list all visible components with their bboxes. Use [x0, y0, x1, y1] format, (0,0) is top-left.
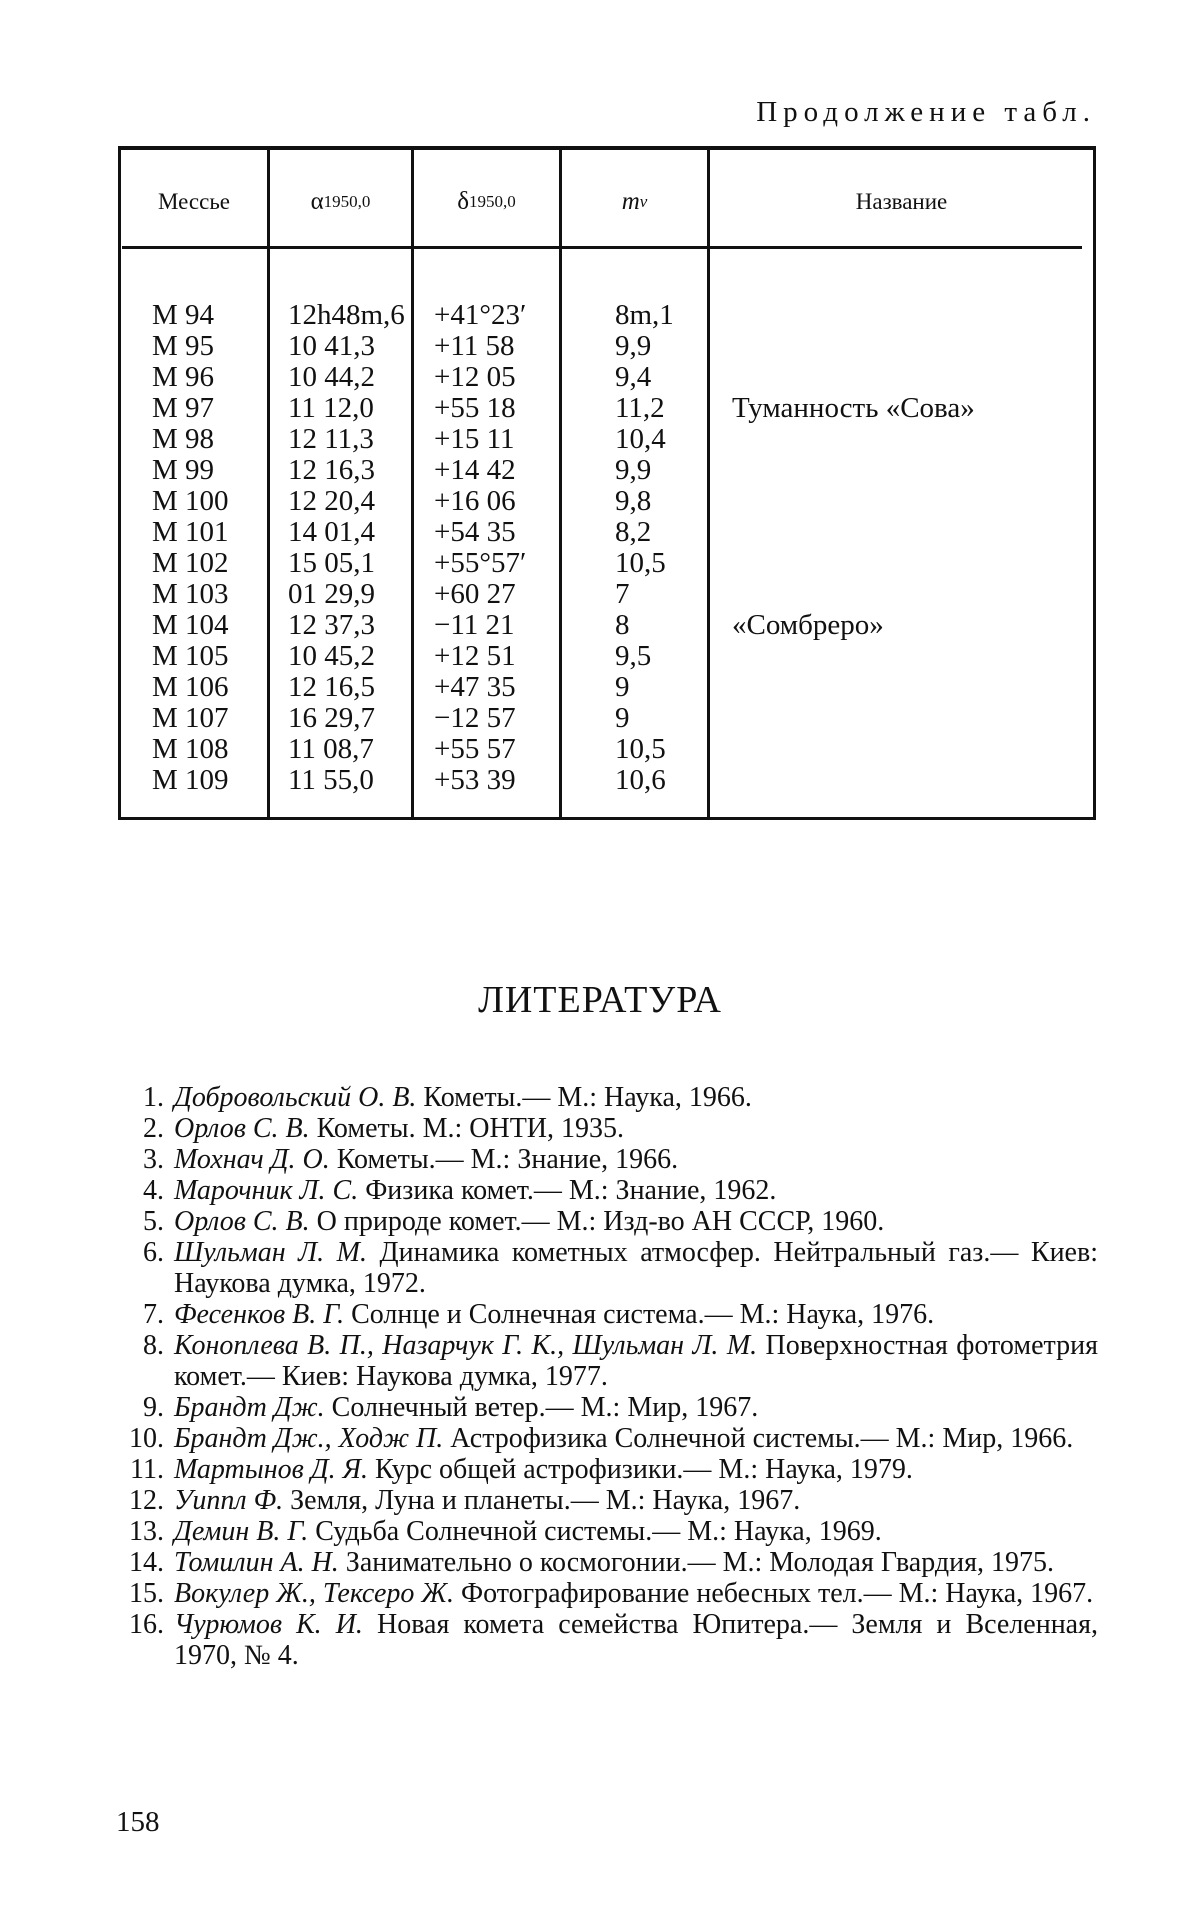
- reference-author: Брандт Дж., Ходж П.: [174, 1423, 444, 1454]
- cell-right-ascension: 12 16,5: [288, 671, 375, 703]
- cell-declination: +55 18: [434, 392, 516, 424]
- cell-magnitude: 10,5: [615, 547, 666, 579]
- cell-messier: М 102: [152, 547, 229, 579]
- reference-author: Мартынов Д. Я.: [174, 1454, 369, 1485]
- cell-right-ascension: 01 29,9: [288, 578, 375, 610]
- reference-item: [118, 1175, 1098, 1206]
- reference-number: 9.: [143, 1392, 164, 1423]
- cell-magnitude: 8: [615, 609, 630, 641]
- reference-author: Мохнач Д. О.: [174, 1144, 330, 1175]
- reference-text: Курс общей астрофизики.— М.: Наука, 1979.: [368, 1454, 913, 1485]
- reference-text: Новая комета семейства Юпитера.— Земля и Вселенная, 1970, № 4.: [174, 1609, 1098, 1671]
- reference-text: О природе комет.— М.: Изд-во АН СССР, 1960.: [309, 1206, 885, 1237]
- cell-right-ascension: 12 20,4: [288, 485, 375, 517]
- cell-magnitude: 8m,1: [615, 299, 674, 331]
- cell-declination: +60 27: [434, 578, 516, 610]
- cell-right-ascension: 10 44,2: [288, 361, 375, 393]
- reference-item: [118, 1454, 1098, 1485]
- reference-number: 4.: [143, 1175, 164, 1206]
- reference-author: Марочник Л. С.: [174, 1175, 359, 1206]
- reference-number: 1.: [143, 1082, 164, 1113]
- reference-item: [118, 1299, 1098, 1330]
- header-magnitude: m v: [621, 188, 648, 215]
- table-col-divider-1: [267, 146, 270, 820]
- table-col-divider-4: [707, 146, 710, 820]
- cell-magnitude: 9,9: [615, 330, 652, 362]
- cell-name: [732, 672, 975, 703]
- reference-item: [118, 1082, 1098, 1113]
- reference-author: Орлов С. В.: [174, 1113, 310, 1144]
- cell-declination: −12 57: [434, 702, 516, 734]
- cell-declination: +55°57′: [434, 547, 527, 579]
- reference-number: 5.: [143, 1206, 164, 1237]
- reference-number: 13.: [129, 1516, 164, 1547]
- cell-messier: М 101: [152, 516, 229, 548]
- cell-declination: +11 58: [434, 330, 515, 362]
- cell-messier: М 109: [152, 764, 229, 796]
- reference-number: 7.: [143, 1299, 164, 1330]
- cell-name: «Сомбреро»: [732, 609, 884, 641]
- cell-name: [732, 331, 975, 362]
- reference-text: Фотографирование небесных тел.— М.: Наука, 1967.: [454, 1578, 1094, 1609]
- reference-number: 14.: [129, 1547, 164, 1578]
- reference-text: Динамика кометных атмосфер. Нейтральный газ.— Киев: Наукова думка, 1972.: [174, 1237, 1098, 1299]
- reference-item: [118, 1609, 1098, 1671]
- reference-text: Судьба Солнечной системы.— М.: Наука, 1969.: [308, 1516, 882, 1547]
- cell-declination: +47 35: [434, 671, 516, 703]
- cell-messier: М 99: [152, 454, 215, 486]
- cell-right-ascension: 10 45,2: [288, 640, 375, 672]
- reference-number: 3.: [143, 1144, 164, 1175]
- reference-item: [118, 1516, 1098, 1547]
- column-declination: [434, 300, 526, 796]
- reference-item: [118, 1144, 1098, 1175]
- reference-text: Солнечный ветер.— М.: Мир, 1967.: [324, 1392, 759, 1423]
- cell-name: [732, 734, 975, 765]
- cell-messier: М 108: [152, 733, 229, 765]
- reference-text: Солнце и Солнечная система.— М.: Наука, 1976.: [344, 1299, 935, 1330]
- cell-right-ascension: 14 01,4: [288, 516, 375, 548]
- reference-text: Земля, Луна и планеты.— М.: Наука, 1967.: [283, 1485, 801, 1516]
- reference-text: Физика комет.— М.: Знание, 1962.: [358, 1175, 777, 1206]
- cell-right-ascension: 11 08,7: [288, 733, 374, 765]
- reference-text: Кометы.— М.: Наука, 1966.: [416, 1082, 752, 1113]
- cell-right-ascension: 11 55,0: [288, 764, 374, 796]
- cell-magnitude: 7: [615, 578, 630, 610]
- cell-name: [732, 486, 975, 517]
- cell-magnitude: 9,4: [615, 361, 652, 393]
- cell-declination: +53 39: [434, 764, 516, 796]
- reference-number: 12.: [129, 1485, 164, 1516]
- cell-right-ascension: 12h48m,6: [288, 299, 405, 331]
- cell-messier: М 103: [152, 578, 229, 610]
- cell-name: [732, 548, 975, 579]
- cell-declination: +15 11: [434, 423, 515, 455]
- cell-messier: М 104: [152, 609, 229, 641]
- header-name: Название: [855, 189, 948, 214]
- cell-messier: М 94: [152, 299, 215, 331]
- cell-name: [732, 517, 975, 548]
- cell-right-ascension: 12 11,3: [288, 423, 374, 455]
- cell-name: [732, 300, 975, 331]
- column-right-ascension: [288, 300, 405, 796]
- reference-item: [118, 1485, 1098, 1516]
- reference-author: Шульман Л. М.: [174, 1237, 367, 1268]
- cell-magnitude: 9,9: [615, 454, 652, 486]
- table-left-border: [118, 146, 121, 820]
- cell-magnitude: 11,2: [615, 392, 665, 424]
- cell-magnitude: 9: [615, 671, 630, 703]
- table-bottom-rule: [118, 817, 1096, 820]
- cell-magnitude: 10,5: [615, 733, 666, 765]
- reference-text: Поверхностная фотометрия комет.— Киев: Наукова думка, 1977.: [174, 1330, 1098, 1392]
- cell-declination: +16 06: [434, 485, 516, 517]
- cell-messier: М 96: [152, 361, 215, 393]
- page-number: 158: [116, 1806, 160, 1838]
- cell-messier: М 106: [152, 671, 229, 703]
- cell-declination: +12 05: [434, 361, 516, 393]
- reference-author: Брандт Дж.: [174, 1392, 325, 1423]
- reference-number: 6.: [143, 1237, 164, 1268]
- reference-author: Орлов С. В.: [174, 1206, 310, 1237]
- table-right-border: [1093, 146, 1096, 820]
- column-messier: [152, 300, 229, 796]
- cell-right-ascension: 16 29,7: [288, 702, 375, 734]
- reference-number: 10.: [129, 1423, 164, 1454]
- cell-name: [732, 641, 975, 672]
- cell-messier: М 98: [152, 423, 215, 455]
- reference-item: [118, 1423, 1098, 1454]
- cell-messier: М 100: [152, 485, 229, 517]
- reference-author: Томилин А. Н.: [174, 1547, 339, 1578]
- cell-declination: −11 21: [434, 609, 515, 641]
- reference-item: [118, 1330, 1098, 1392]
- cell-name: [732, 424, 975, 455]
- cell-declination: +54 35: [434, 516, 516, 548]
- cell-right-ascension: 11 12,0: [288, 392, 374, 424]
- cell-magnitude: 9: [615, 702, 630, 734]
- table-top-rule: [118, 146, 1096, 150]
- reference-author: Коноплева В. П., Назарчук Г. К., Шульман Л. М.: [174, 1330, 758, 1361]
- cell-right-ascension: 12 37,3: [288, 609, 375, 641]
- reference-list: [118, 1082, 1098, 1671]
- cell-magnitude: 8,2: [615, 516, 652, 548]
- reference-author: Фесенков В. Г.: [174, 1299, 345, 1330]
- reference-item: [118, 1578, 1098, 1609]
- cell-messier: М 107: [152, 702, 229, 734]
- reference-item: [118, 1392, 1098, 1423]
- cell-declination: +14 42: [434, 454, 516, 486]
- table-col-divider-3: [559, 146, 562, 820]
- cell-right-ascension: 15 05,1: [288, 547, 375, 579]
- reference-item: [118, 1206, 1098, 1237]
- cell-messier: М 95: [152, 330, 215, 362]
- header-right-ascension: α 1950,0: [310, 188, 371, 215]
- cell-magnitude: 10,4: [615, 423, 666, 455]
- reference-number: 2.: [143, 1113, 164, 1144]
- cell-messier: М 105: [152, 640, 229, 672]
- reference-number: 8.: [143, 1330, 164, 1361]
- reference-number: 11.: [130, 1454, 164, 1485]
- reference-item: [118, 1547, 1098, 1578]
- reference-item: [118, 1113, 1098, 1144]
- reference-text: Кометы.— М.: Знание, 1966.: [329, 1144, 679, 1175]
- reference-author: Уиппл Ф.: [174, 1485, 284, 1516]
- header-messier: Мессье: [157, 189, 231, 214]
- cell-name: [732, 579, 975, 610]
- messier-table: [118, 146, 1096, 820]
- cell-name: [732, 455, 975, 486]
- reference-number: 16.: [129, 1609, 164, 1640]
- header-declination: δ 1950,0: [457, 188, 516, 215]
- cell-magnitude: 10,6: [615, 764, 666, 796]
- reference-text: Астрофизика Солнечной системы.— М.: Мир, 1966.: [443, 1423, 1074, 1454]
- cell-right-ascension: 12 16,3: [288, 454, 375, 486]
- cell-declination: +41°23′: [434, 299, 527, 331]
- reference-author: Вокулер Ж., Тексеро Ж.: [174, 1578, 455, 1609]
- table-col-divider-2: [411, 146, 414, 820]
- reference-text: Занимательно о космогонии.— М.: Молодая Гвардия, 1975.: [338, 1547, 1054, 1578]
- column-name: [732, 300, 975, 796]
- cell-name: Туманность «Сова»: [732, 392, 975, 424]
- column-magnitude: [615, 300, 674, 796]
- cell-name: [732, 703, 975, 734]
- reference-author: Демин В. Г.: [174, 1516, 309, 1547]
- cell-right-ascension: 10 41,3: [288, 330, 375, 362]
- table-continuation-label: Продолжение табл.: [756, 96, 1096, 128]
- reference-item: [118, 1237, 1098, 1299]
- cell-name: [732, 765, 975, 796]
- cell-name: [732, 362, 975, 393]
- reference-number: 15.: [129, 1578, 164, 1609]
- cell-magnitude: 9,8: [615, 485, 652, 517]
- reference-text: Кометы. М.: ОНТИ, 1935.: [309, 1113, 625, 1144]
- reference-author: Добровольский О. В.: [174, 1082, 417, 1113]
- literature-heading: ЛИТЕРАТУРА: [478, 979, 722, 1021]
- cell-messier: М 97: [152, 392, 215, 424]
- cell-declination: +12 51: [434, 640, 516, 672]
- reference-author: Чурюмов К. И.: [174, 1609, 363, 1640]
- table-header-rule: [122, 246, 1082, 249]
- cell-declination: +55 57: [434, 733, 516, 765]
- cell-magnitude: 9,5: [615, 640, 652, 672]
